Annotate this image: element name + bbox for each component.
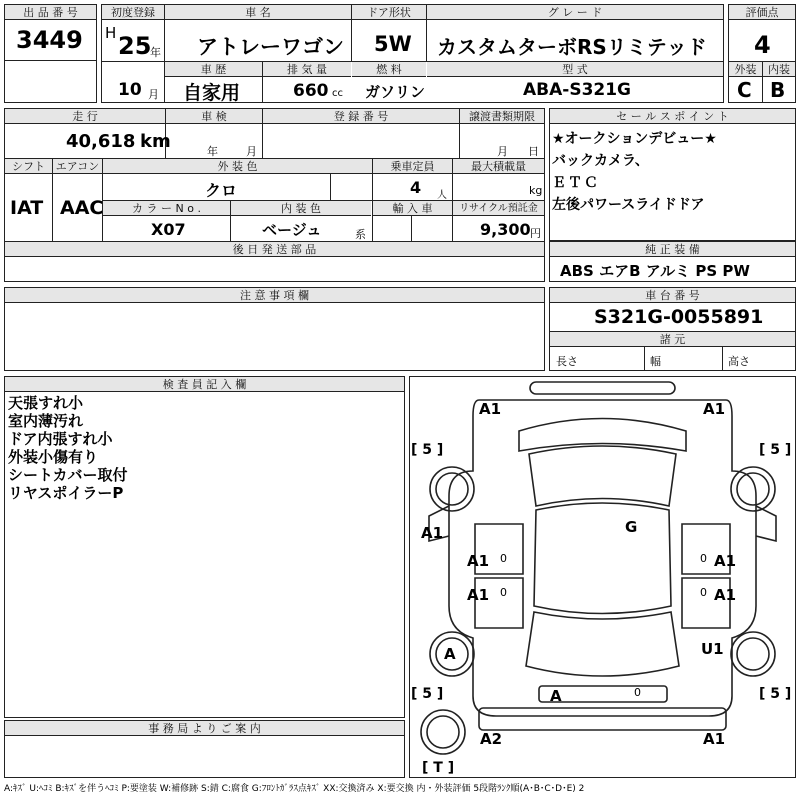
fuel-label: 燃 料 [352, 62, 426, 77]
int-label: 内装 [763, 62, 795, 77]
damage-mark: A1 [421, 524, 444, 542]
small-mark: 0 [500, 552, 507, 565]
recycle-unit: 円 [530, 227, 541, 240]
rear-bumper [479, 708, 726, 730]
mileage-value: 40,618 [66, 131, 136, 152]
legend-text: A:ｷｽﾞ U:ﾍｺﾐ B:ｷｽﾞを伴うﾍｺﾐ P:要塗装 W:補修跡 S:錆 C:腐食 G:ﾌﾛﾝﾄｶﾞﾗｽ点ｷｽﾞ XX:交換済み X:要交換 内・外装評価 5段階ﾗﾝｸ順(A･B･C･D･E) 2 [4, 784, 585, 794]
inspector-note: 天張すれ小 [8, 394, 84, 412]
ext-label: 外装 [729, 62, 762, 77]
damage-mark: A1 [703, 400, 726, 418]
transfer-label: 譲渡書類期限 [460, 109, 544, 124]
capacity-unit: 人 [437, 190, 447, 201]
sales-line: ★オークションデビュー★ [552, 131, 717, 147]
color-label: 外 装 色 [103, 159, 372, 174]
inspector-note: ドア内張すれ小 [8, 430, 113, 448]
mileage-unit: km [140, 131, 171, 152]
rear-glass [526, 612, 679, 676]
shift-label: シフト [5, 159, 52, 174]
windshield [529, 446, 676, 506]
tire-tread: [ T ] [422, 760, 455, 776]
transfer-month: 月 [497, 145, 508, 158]
grade-label: グ レ ー ド [427, 5, 723, 20]
score-value: 4 [754, 31, 771, 59]
displacement-label: 排 気 量 [263, 62, 351, 77]
right-mirror [756, 506, 776, 541]
damage-mark: A [550, 687, 562, 705]
lot-number: 3449 [16, 26, 83, 54]
car-diagram-svg [409, 376, 796, 778]
month-unit: 月 [148, 88, 159, 101]
transfer-day: 日 [528, 145, 539, 158]
sales-point-label: セ ー ル ス ポ イ ン ト [550, 109, 795, 124]
inspector-note: シートカバー取付 [8, 466, 128, 484]
displacement-unit: cc [332, 88, 343, 99]
interior-color-value: ベージュ [262, 221, 322, 239]
ac-value: AAC [60, 197, 104, 219]
chassis-label: 車 台 番 号 [550, 288, 795, 303]
year-unit: 年 [150, 46, 161, 59]
sales-line: ＥＴＣ [552, 175, 600, 191]
damage-mark: A1 [467, 586, 490, 604]
damage-mark: A1 [714, 586, 737, 604]
color-value: クロ [205, 181, 238, 200]
displacement-value: 660 [293, 81, 329, 101]
color-no-label: カ ラ ー N o . [103, 201, 230, 216]
damage-mark: A1 [714, 552, 737, 570]
damage-mark: G [625, 518, 638, 536]
capacity-label: 乗車定員 [373, 159, 452, 174]
load-label: 最大積載量 [453, 159, 544, 174]
small-mark: 0 [700, 552, 707, 565]
door-value: 5W [374, 32, 412, 56]
small-mark: 0 [500, 586, 507, 599]
tire-tread: [ 5 ] [411, 442, 444, 458]
equipment-label: 純 正 装 備 [550, 242, 795, 257]
spec-label: 諸 元 [550, 332, 795, 347]
car-name-label: 車 名 [165, 5, 351, 20]
body-outline [449, 400, 756, 716]
model-label: 型 式 [427, 62, 723, 77]
damage-mark: A2 [480, 730, 503, 748]
equipment-value: ABS エアB アルミ PS PW [560, 262, 750, 280]
lot-label: 出 品 番 号 [5, 5, 96, 20]
inspector-note: リヤスポイラーP [8, 484, 124, 502]
chassis-number: S321G-0055891 [594, 306, 764, 328]
recycle-label: リサイクル預託金 [453, 201, 544, 216]
office-label: 事 務 局 よ り ご 案 内 [5, 721, 404, 736]
tire-tread: [ 5 ] [759, 686, 792, 702]
first-reg-label: 初度登録 [102, 5, 164, 20]
spec-width-label: 幅 [650, 355, 661, 368]
later-parts-label: 後 日 発 送 部 品 [5, 242, 544, 257]
tire-tread: [ 5 ] [411, 686, 444, 702]
small-mark: 0 [700, 586, 707, 599]
recycle-value: 9,300 [480, 220, 531, 239]
inspection-label: 車 検 [166, 109, 262, 124]
tire-tread: [ 5 ] [759, 442, 792, 458]
inspector-note: 外装小傷有り [8, 448, 99, 466]
history-value: 自家用 [183, 82, 241, 104]
load-unit: kg [529, 184, 543, 197]
ext-grade: C [737, 78, 752, 102]
interior-color-label: 内 装 色 [231, 201, 371, 216]
inspection-month: 月 [246, 145, 257, 158]
history-label: 車 歴 [165, 62, 262, 77]
spec-height-label: 高さ [728, 355, 750, 368]
interior-color-suffix: 系 [355, 228, 366, 241]
inspection-year: 年 [207, 145, 218, 158]
inspector-note: 室内薄汚れ [8, 412, 84, 430]
import-label: 輸 入 車 [373, 201, 452, 216]
notes-label: 注 意 事 項 欄 [5, 288, 544, 303]
door-label: ドア形状 [352, 5, 426, 20]
regno-label: 登 録 番 号 [263, 109, 459, 124]
ac-label: エアコン [53, 159, 102, 174]
score-label: 評価点 [729, 5, 795, 20]
color-no-value: X07 [151, 220, 186, 239]
front-bumper [530, 382, 675, 394]
year-value: 25 [118, 32, 152, 60]
fuel-value: ガソリン [365, 83, 426, 101]
sales-line: 左後パワースライドドア [552, 197, 705, 213]
inspector-label: 検 査 員 記 入 欄 [5, 377, 404, 392]
grade-value: カスタムターボRSリミテッド [437, 35, 707, 59]
spec-length-label: 長さ [556, 355, 578, 368]
mileage-label: 走 行 [5, 109, 165, 124]
damage-mark: U1 [701, 640, 724, 658]
era-letter: H [105, 24, 117, 42]
damage-mark: A1 [703, 730, 726, 748]
int-grade: B [770, 78, 786, 102]
damage-mark: A [444, 645, 456, 663]
capacity-value: 4 [410, 178, 422, 197]
small-mark: 0 [634, 686, 641, 699]
shift-value: IAT [10, 197, 44, 219]
month-value: 10 [118, 80, 142, 100]
car-name: アトレーワゴン [197, 35, 344, 59]
damage-mark: A1 [467, 552, 490, 570]
damage-mark: A1 [479, 400, 502, 418]
sales-line: バックカメラ、 [552, 153, 649, 169]
model-value: ABA-S321G [523, 80, 632, 100]
roof [534, 503, 671, 614]
